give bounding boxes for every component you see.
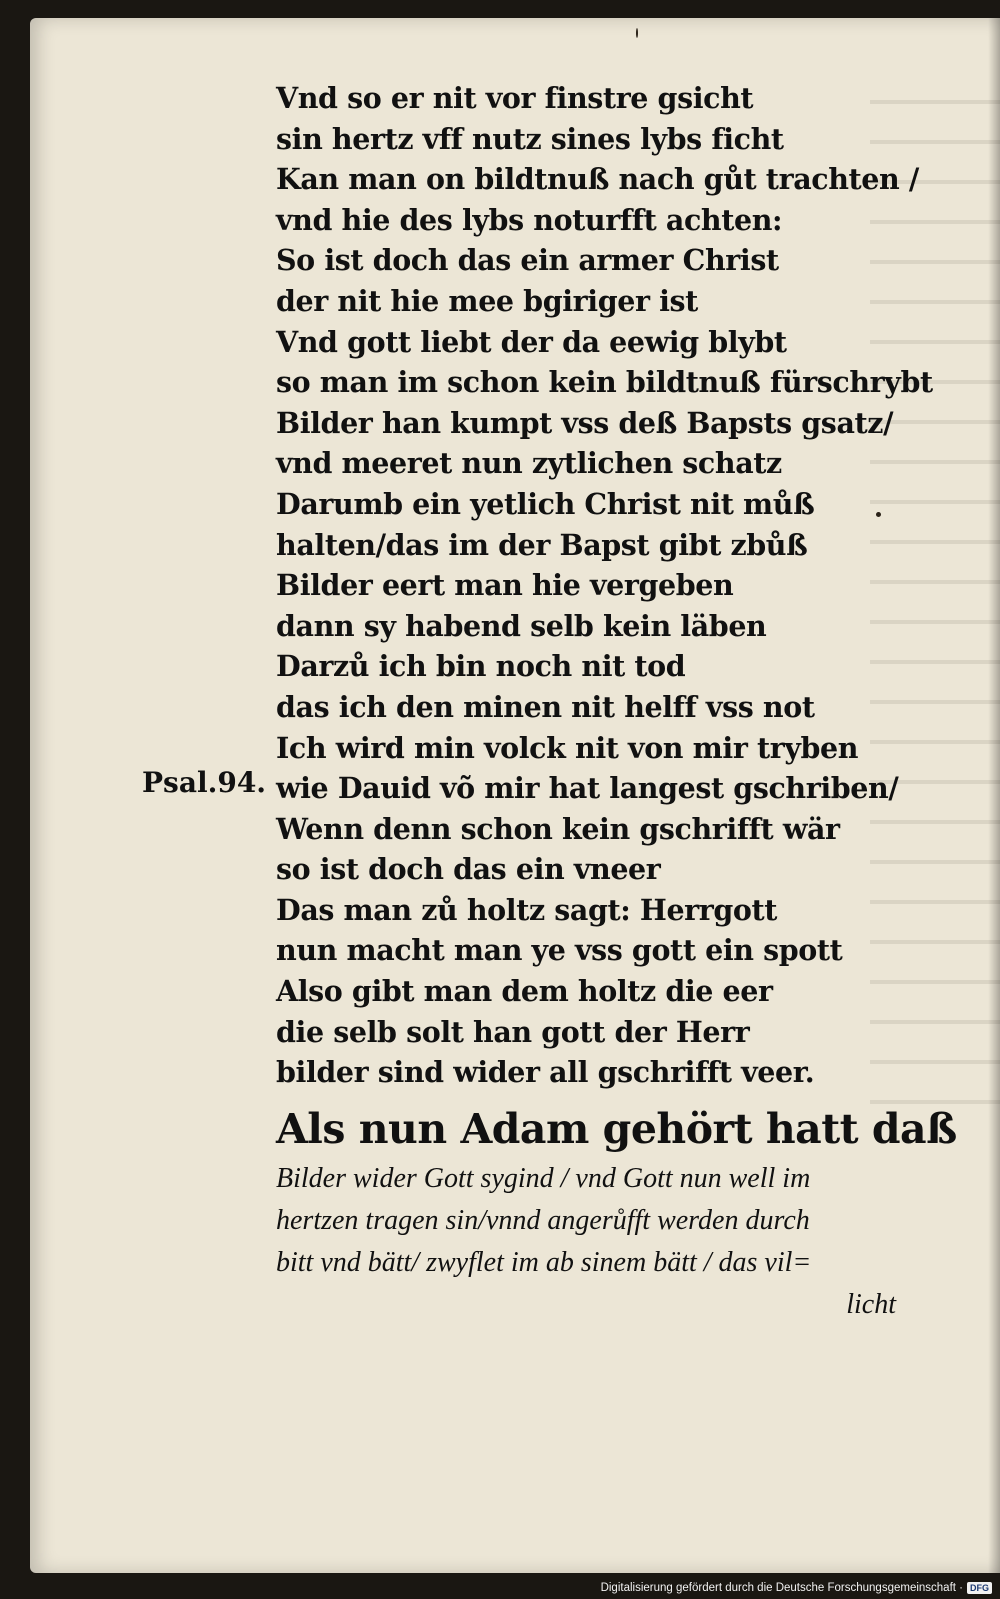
verse-line: die selb solt han gott der Herr — [276, 1014, 750, 1049]
prose-line: licht — [846, 1289, 896, 1320]
verse-line: So ist doch das ein armer Christ — [276, 243, 779, 278]
verse-line: vnd hie des lybs noturfft achten: — [276, 202, 783, 237]
footer-text: Digitalisierung gefördert durch die Deutsche Forschungsgemeinschaft · — [600, 1582, 963, 1594]
paper-mark — [636, 28, 638, 38]
dfg-logo: DFG — [967, 1582, 992, 1594]
verse-line: so man im schon kein bildtnuß fürschrybt — [276, 365, 933, 400]
digitization-footer — [601, 1582, 992, 1594]
verse-block — [276, 78, 933, 1093]
verse-line: Wenn denn schon kein gschrifft wär — [276, 811, 840, 846]
verse-line: Darzů ich bin noch nit tod — [276, 649, 686, 684]
verse-line: bilder sind wider all gschrifft veer. — [276, 1055, 815, 1090]
verse-line: Vnd gott liebt der da eewig blybt — [276, 324, 787, 359]
marginal-note: Psal.94. — [142, 766, 267, 799]
verse-line: dann sy habend selb kein läben — [276, 608, 767, 643]
verse-line: vnd meeret nun zytlichen schatz — [276, 446, 782, 481]
verse-line: Kan man on bildtnuß nach gůt trachten / — [276, 162, 919, 197]
verse-line: Ich wird min volck nit von mir tryben — [276, 730, 859, 765]
verse-line: Vnd so er nit vor finstre gsicht — [276, 81, 754, 115]
verse-line: Bilder han kumpt vss deß Bapsts gsatz/ — [276, 405, 894, 440]
verse-line: Also gibt man dem holtz die eer — [276, 974, 773, 1009]
verse-line: Bilder eert man hie vergeben — [276, 568, 734, 603]
verse-line: wie Dauid võ mir hat langest gschriben/ — [276, 771, 899, 806]
verse-line: nun macht man ye vss gott ein spott — [276, 933, 843, 968]
prose-line: bitt vnd bätt/ zwyflet im ab sinem bätt / das vil= — [276, 1247, 812, 1278]
verse-line: sin hertz vff nutz sines lybs ficht — [276, 121, 784, 156]
prose-block — [276, 1158, 896, 1326]
section-heading: Als nun Adam gehört hatt daß — [276, 1105, 957, 1153]
prose-line: Bilder wider Gott sygind / vnd Gott nun well im — [276, 1163, 811, 1194]
verse-line: Darumb ein yetlich Christ nit můß — [276, 486, 815, 521]
verse-line: Das man zů holtz sagt: Herrgott — [276, 892, 778, 927]
page-gutter-shadow — [988, 18, 1000, 1573]
verse-line: halten/das im der Bapst gibt zbůß — [276, 527, 808, 562]
prose-line: hertzen tragen sin/vnnd angerůfft werden durch — [276, 1205, 810, 1236]
verse-line: der nit hie mee bgiriger ist — [276, 283, 698, 318]
verse-line: so ist doch das ein vneer — [276, 852, 661, 887]
verse-line: das ich den minen nit helff vss not — [276, 689, 815, 724]
